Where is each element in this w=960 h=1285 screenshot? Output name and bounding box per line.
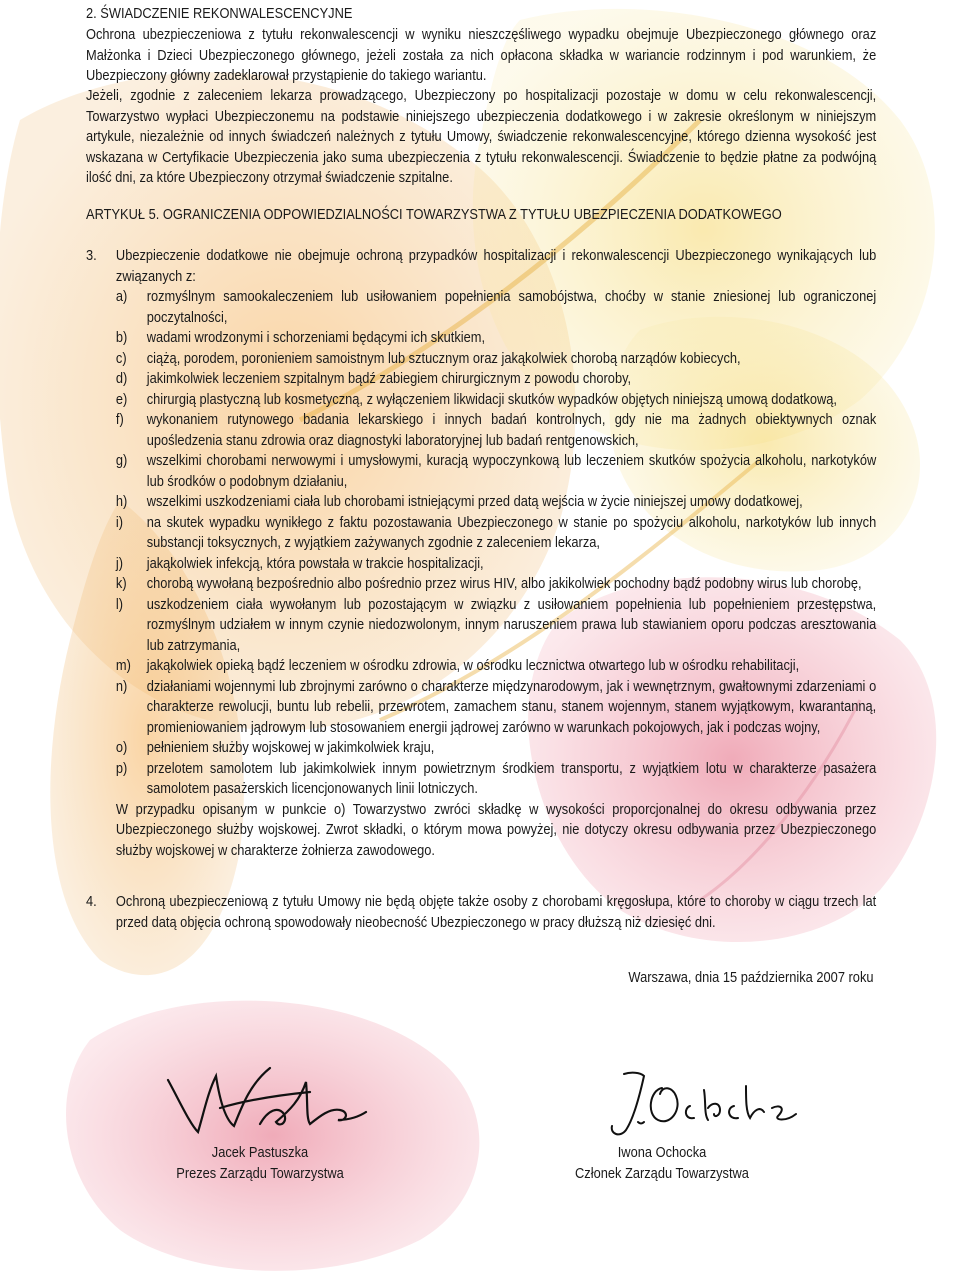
- exclusion-letter: e): [115, 391, 128, 408]
- exclusion-letter: h): [115, 494, 128, 510]
- exclusion-text: rozmyślnym samookaleczeniem lub usiłowaniem popełnienia samobójstwa, choćby w stanie zniesionej lub ograniczonej poczytalności,: [146, 289, 877, 326]
- signatory-2: [565, 1143, 759, 1185]
- exclusion-letter: f): [115, 412, 124, 428]
- exclusion-letter: c): [115, 350, 127, 367]
- exclusion-item: [116, 410, 876, 451]
- exclusion-item: [116, 349, 876, 370]
- exclusion-item: [116, 677, 876, 739]
- item-number: 3.: [86, 248, 97, 264]
- exclusion-item: [116, 574, 876, 595]
- item-3: [86, 246, 876, 861]
- item-3-body: [116, 246, 876, 861]
- exclusion-letter: a): [115, 289, 128, 305]
- exclusion-text: ciążą, porodem, poronieniem samoistnym lub sztucznym oraz jakąkolwiek chorobą narządów kobiecych,: [146, 350, 741, 367]
- exclusion-item: [116, 287, 876, 328]
- exclusion-text: przelotem samolotem lub jakimkolwiek innym powietrznym środkiem transportu, z wyjątkiem lotu w charakterze pasażera samolotem pasażerskich licencjonowanych linii lotniczych.: [146, 760, 877, 797]
- exclusion-item: [116, 513, 876, 554]
- item-4-text: Ochroną ubezpieczeniową z tytułu Umowy nie będą objęte także osoby z chorobami kręgosłupa, które to choroby w ciągu trzech lat przed datą objęcia ochroną spowodowały nieobecność Ubezpieczonego w pracy dłuższą niż dziesięć dni.: [115, 894, 877, 931]
- exclusion-item: [116, 656, 876, 677]
- exclusion-item: [116, 451, 876, 492]
- item-number: 4.: [86, 894, 97, 910]
- exclusion-letter: j): [115, 555, 124, 572]
- paragraph-benefit: Jeżeli, zgodnie z zaleceniem lekarza prowadzącego, Ubezpieczony po hospitalizacji pozostaje w domu w celu rekonwalescencji, Towarzystwo wypłaci Ubezpieczonemu na podstawie niniejszego ubezpieczenia dodatkowego i w zakresie określonym w niniejszym artykule, niezależnie od innych świadczeń należnych z tytułu Umowy, świadczenie rekonwalescencyjne, którego dzienna wysokość jest wskazana w Certyfikacie Ubezpieczenia jako suma ubezpieczenia z tytułu rekonwalescencji. Świadczenie to będzie płatne za podwójną ilość dni, za które Ubezpieczony otrzymał świadczenie szpitalne.: [86, 88, 877, 186]
- exclusion-item: [116, 390, 876, 411]
- exclusion-text: chirurgią plastyczną lub kosmetyczną, z wyłączeniem likwidacji skutków wypadków objętych niniejszą umową dodatkową,: [146, 391, 837, 408]
- exclusion-text: wszelkimi chorobami nerwowymi i umysłowymi, kuracją wypoczynkową lub leczeniem skutków spożycia alkoholu, narkotyków lub środków o podobnym działaniu,: [146, 453, 877, 490]
- exclusion-letter: g): [115, 453, 128, 469]
- exclusion-text: wszelkimi uszkodzeniami ciała lub chorobami istniejącymi przed datą wejścia w życie niniejszej umowy dodatkowej,: [146, 494, 803, 510]
- exclusion-text: działaniami wojennymi lub zbrojnymi zarówno o charakterze międzynarodowym, jak i wewnętrznym, gwałtownymi zdarzeniami o charakterze rewolucji, buntu lub rebelii, przewrotem, zamachem stanu, stanem wojennym, stanem wyjątkowym, kwarantanną, promieniowaniem jądrowym lub stosowaniem energii jądrowej zarówno w warunkach pokojowych, jak i podczas wojny,: [146, 678, 877, 736]
- signature-ochocka: [600, 1068, 800, 1140]
- section-title: 2. ŚWIADCZENIE REKONWALESCENCYJNE: [86, 6, 353, 22]
- exclusion-text: uszkodzeniem ciała wywołanym lub pozostającym w związku z usiłowaniem popełnienia lub popełnieniem przestępstwa, rozmyślnym udziałem w innym czynie niedozwolonym, innym naruszeniem prawa lub stawianiem oporu podczas aresztowania lub zatrzymania,: [146, 596, 877, 654]
- exclusion-item: [116, 492, 876, 513]
- signatory-role: Prezes Zarządu Towarzystwa: [176, 1166, 344, 1182]
- exclusion-letter: d): [115, 371, 128, 387]
- exclusion-item: [116, 738, 876, 759]
- signature-pastuszka: [160, 1062, 370, 1140]
- signatory-name: Jacek Pastuszka: [211, 1145, 309, 1161]
- exclusion-item: [116, 369, 876, 390]
- paragraph-coverage: Ochrona ubezpieczeniowa z tytułu rekonwalescencji w wyniku nieszczęśliwego wypadku obejmuje Ubezpieczonego głównego oraz Małżonka i Dzieci Ubezpieczonego głównego, jeżeli została za nich opłacona składka w wariancie rodzinnym i pod warunkiem, że Ubezpieczony główny zadeklarował przystąpienie do takiego wariantu.: [86, 27, 877, 84]
- exclusion-text: chorobą wywołaną bezpośrednio albo pośrednio przez wirus HIV, albo jakikolwiek pochodny bądź podobny wirus lub chorobę,: [146, 576, 862, 592]
- exclusion-letter: m): [115, 658, 131, 674]
- exclusion-item: [116, 328, 876, 349]
- exclusion-text: pełnieniem służby wojskowej w jakimkolwiek kraju,: [146, 740, 435, 756]
- exclusion-letter: i): [115, 514, 124, 531]
- exclusion-letter: o): [115, 740, 128, 756]
- exclusion-text: jakimkolwiek leczeniem szpitalnym bądź zabiegiem chirurgicznym z powodu choroby,: [146, 371, 632, 387]
- signatory-1: [163, 1143, 357, 1185]
- article-heading: ARTYKUŁ 5. OGRANICZENIA ODPOWIEDZIALNOŚCI TOWARZYSTWA Z TYTUŁU UBEZPIECZENIA DODATKOWEGO: [86, 207, 782, 223]
- signatory-role: Członek Zarządu Towarzystwa: [575, 1166, 749, 1182]
- exclusion-text: na skutek wypadku wynikłego z faktu pozostawania Ubezpieczonego w stanie po spożyciu alkoholu, narkotyków lub innych substancji toksycznych, z wyjątkiem zażywanych zgodnie z zaleceniem lekarza,: [146, 514, 877, 551]
- exclusion-letter: k): [115, 576, 127, 592]
- military-refund-note: W przypadku opisanym w punkcie o) Towarzystwo zwróci składkę w wysokości proporcjonalnej do okresu odbywania przez Ubezpieczonego służby wojskowej. Zwrot składki, o którym mowa powyżej, nie dotyczy okresu odbywania przez Ubezpieczonego służby wojskowej w charakterze żołnierza zawodowego.: [115, 801, 877, 859]
- exclusion-letter: b): [115, 330, 128, 346]
- signatory-name: Iwona Ochocka: [617, 1145, 707, 1161]
- exclusion-item: [116, 595, 876, 657]
- item-4: [86, 892, 876, 933]
- exclusion-text: wykonaniem rutynowego badania lekarskiego i innych badań kontrolnych, gdy nie ma żadnych obiektywnych oznak upośledzenia stanu zdrowia oraz diagnostyki laboratoryjnej lub badań rentgenowskich,: [146, 412, 877, 449]
- exclusion-text: jakąkolwiek opieką bądź leczeniem w ośrodku zdrowia, w ośrodku lecznictwa otwartego lub w ośrodku rehabilitacji,: [146, 658, 800, 674]
- exclusion-text: wadami wrodzonymi i schorzeniami będącymi ich skutkiem,: [146, 330, 486, 346]
- exclusion-letter: n): [115, 678, 128, 695]
- exclusion-letter: l): [115, 596, 124, 613]
- item-3-intro: Ubezpieczenie dodatkowe nie obejmuje ochroną przypadków hospitalizacji i rekonwalescencji Ubezpieczonego wynikających lub związanych z:: [115, 248, 877, 285]
- exclusion-item: [116, 554, 876, 575]
- exclusion-text: jakąkolwiek infekcją, która powstała w trakcie hospitalizacji,: [146, 555, 484, 572]
- place-and-date: Warszawa, dnia 15 października 2007 roku: [628, 970, 874, 986]
- exclusion-item: [116, 759, 876, 800]
- exclusion-letter: p): [115, 760, 128, 777]
